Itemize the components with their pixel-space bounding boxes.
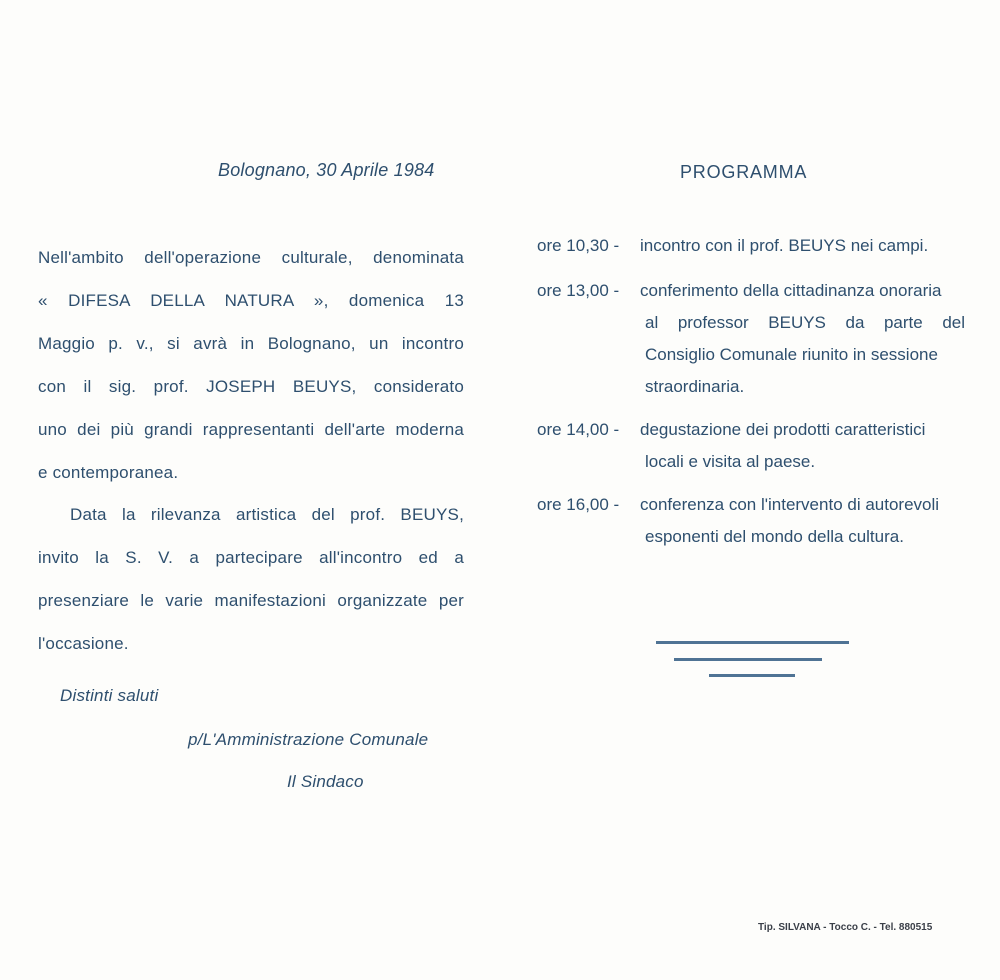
printer-imprint: Tip. SILVANA - Tocco C. - Tel. 880515 xyxy=(758,922,933,933)
programma-text: locali e visita al paese. xyxy=(645,452,816,471)
programma-text: degustazione dei prodotti caratteristici xyxy=(640,420,926,439)
letter-p2-l3: presenziare le varie manifestazioni organizzate per xyxy=(38,591,464,610)
place-date: Bolognano, 30 Aprile 1984 xyxy=(218,160,435,180)
letter-p2-l2: invito la S. V. a partecipare all'incontro ed a xyxy=(38,548,464,567)
letter-p1-l3: Maggio p. v., si avrà in Bolognano, un incontro xyxy=(38,334,464,353)
programma-text: conferimento della cittadinanza onoraria xyxy=(640,281,942,300)
letter-p2-l4: l'occasione. xyxy=(38,634,129,653)
divider-line-bottom xyxy=(709,674,795,677)
letter-p1-l2: « DIFESA DELLA NATURA », domenica 13 xyxy=(38,291,464,310)
programma-text: al professor BEUYS da parte del xyxy=(645,313,965,332)
programma-time: ore 16,00 - xyxy=(537,495,620,514)
letter-p1-l4: con il sig. prof. JOSEPH BEUYS, considerato xyxy=(38,377,464,396)
programma-text: straordinaria. xyxy=(645,377,745,396)
letter-p1-l5: uno dei più grandi rappresentanti dell'arte moderna xyxy=(38,420,464,439)
programma-time: ore 14,00 - xyxy=(537,420,620,439)
letter-p1-l1: Nell'ambito dell'operazione culturale, denominata xyxy=(38,248,464,267)
programma-title: PROGRAMMA xyxy=(680,162,808,182)
closing: Distinti saluti xyxy=(60,686,159,705)
signature-mayor: Il Sindaco xyxy=(287,772,364,791)
programma-text: incontro con il prof. BEUYS nei campi. xyxy=(640,236,929,255)
programma-time: ore 10,30 - xyxy=(537,236,620,255)
letter-p1-l6: e contemporanea. xyxy=(38,463,179,482)
letter-p2-l1: Data la rilevanza artistica del prof. BEUYS, xyxy=(70,505,464,524)
divider-line-middle xyxy=(674,658,822,661)
programma-text: conferenza con l'intervento di autorevoli xyxy=(640,495,940,514)
programma-time: ore 13,00 - xyxy=(537,281,620,300)
programma-text: esponenti del mondo della cultura. xyxy=(645,527,904,546)
divider-line-top xyxy=(656,641,849,644)
programma-text: Consiglio Comunale riunito in sessione xyxy=(645,345,938,364)
signature-administration: p/L'Amministrazione Comunale xyxy=(188,730,429,749)
